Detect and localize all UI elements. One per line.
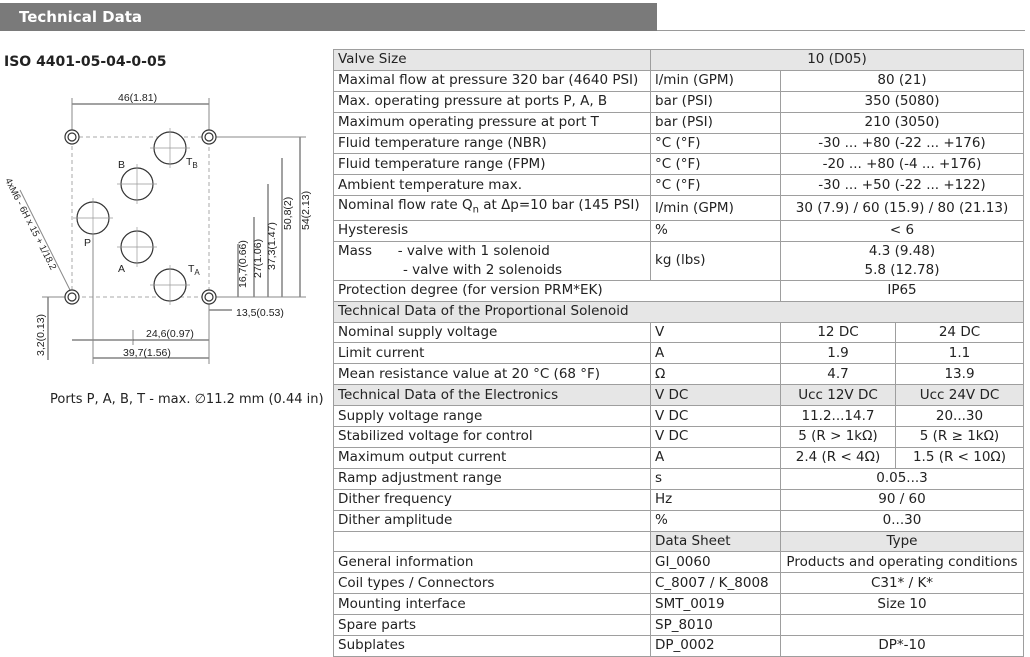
port-tb-label: $T_B$	[186, 156, 198, 170]
table-row: Nominal supply voltage V 12 DC 24 DC	[334, 322, 1024, 343]
port-b-label: B	[118, 159, 126, 171]
table-row: Dither amplitude % 0...30	[334, 510, 1024, 531]
table-row: Nominal flow rate $Q_n$ at Δp=10 bar (145 PSI) l/min (GPM) 30 (7.9) / 60 (15.9) / 80 (21.13)	[334, 196, 1024, 221]
table-row: Maximal flow at pressure 320 bar (4640 PSI) l/min (GPM) 80 (21)	[334, 70, 1024, 91]
table-section-header: Technical Data of the Electronics V DC Ucc 12V DC Ucc 24V DC	[334, 385, 1024, 406]
table-row: Subplates DP_0002 DP*-10	[334, 635, 1024, 656]
table-row: Supply voltage range V DC 11.2...14.7 20...30	[334, 406, 1024, 427]
dim-508-label: 50,8(2)	[282, 196, 294, 230]
port-p-label: P	[84, 237, 92, 249]
dim-373-label: 37,3(1.47)	[266, 222, 278, 270]
table-row: Ramp adjustment range s 0.05...3	[334, 468, 1024, 489]
table-row: Maximum output current A 2.4 (R < 4Ω) 1.5 (R < 10Ω)	[334, 447, 1024, 468]
technical-data-table	[333, 49, 1024, 657]
mass-label: Mass - valve with 1 solenoid - valve with 2 solenoids	[334, 241, 651, 280]
table-row: Limit current A 1.9 1.1	[334, 343, 1024, 364]
table-row: General information GI_0060 Products and operating conditions	[334, 552, 1024, 573]
header-rule	[657, 30, 1025, 31]
ports-note: Ports P, A, B, T - max. ∅11.2 mm (0.44 in)	[50, 392, 324, 407]
table-section-header: Technical Data of the Proportional Solenoid	[334, 301, 1024, 322]
nominal-flow-label: Nominal flow rate $Q_n$ at Δp=10 bar (145 PSI)	[334, 196, 651, 221]
table-row: Mounting interface SMT_0019 Size 10	[334, 594, 1024, 615]
valve-size-label: Valve Size	[334, 50, 651, 71]
mounting-interface-drawing	[0, 80, 330, 380]
section-header	[0, 3, 657, 31]
table-row: Fluid temperature range (NBR) °C (°F) -30 ... +80 (-22 ... +176)	[334, 133, 1024, 154]
table-section-header: Data Sheet Type	[334, 531, 1024, 552]
dim-397-label: 39,7(1.56)	[123, 347, 171, 359]
drawing-title: ISO 4401-05-04-0-05	[4, 54, 167, 70]
table-row: Coil types / Connectors C_8007 / K_8008 C31* / K*	[334, 573, 1024, 594]
valve-size-value: 10 (D05)	[651, 50, 1024, 71]
table-row: Maximum operating pressure at port T bar (PSI) 210 (3050)	[334, 112, 1024, 133]
dim-167-label: 16,7(0.66)	[237, 240, 249, 288]
table-row: Protection degree (for version PRM*EK) IP65	[334, 280, 1024, 301]
dim-270-label: 27(1.06)	[252, 238, 264, 278]
table-row: Dither frequency Hz 90 / 60	[334, 489, 1024, 510]
dim-32-label: 3,2(0.13)	[35, 313, 47, 356]
table-row: Mass - valve with 1 solenoid - valve with 2 solenoids kg (lbs) 4.3 (9.48) 5.8 (12.78)	[334, 241, 1024, 280]
table-row: Spare parts SP_8010	[334, 615, 1024, 636]
table-row: Fluid temperature range (FPM) °C (°F) -20 ... +80 (-4 ... +176)	[334, 154, 1024, 175]
dim-top-label: 46(1.81)	[118, 92, 158, 104]
thread-label: 4xM6 - 6H x 15 + 1/18.2	[2, 176, 59, 272]
dim-246-label: 24,6(0.97)	[146, 328, 194, 340]
table-row: Hysteresis % < 6	[334, 220, 1024, 241]
port-a-label: A	[118, 263, 126, 275]
dim-545-label: 54(2.13)	[300, 190, 312, 230]
port-ta-label: $T_A$	[188, 263, 200, 277]
table-row: Stabilized voltage for control V DC 5 (R > 1kΩ) 5 (R ≥ 1kΩ)	[334, 427, 1024, 448]
dim-135-label: 13,5(0.53)	[236, 307, 284, 319]
table-row: Mean resistance value at 20 °C (68 °F) Ω 4.7 13.9	[334, 364, 1024, 385]
section-title: Technical Data	[19, 8, 143, 26]
table-row	[334, 50, 1024, 71]
table-row: Max. operating pressure at ports P, A, B bar (PSI) 350 (5080)	[334, 91, 1024, 112]
table-row: Ambient temperature max. °C (°F) -30 ... +50 (-22 ... +122)	[334, 175, 1024, 196]
